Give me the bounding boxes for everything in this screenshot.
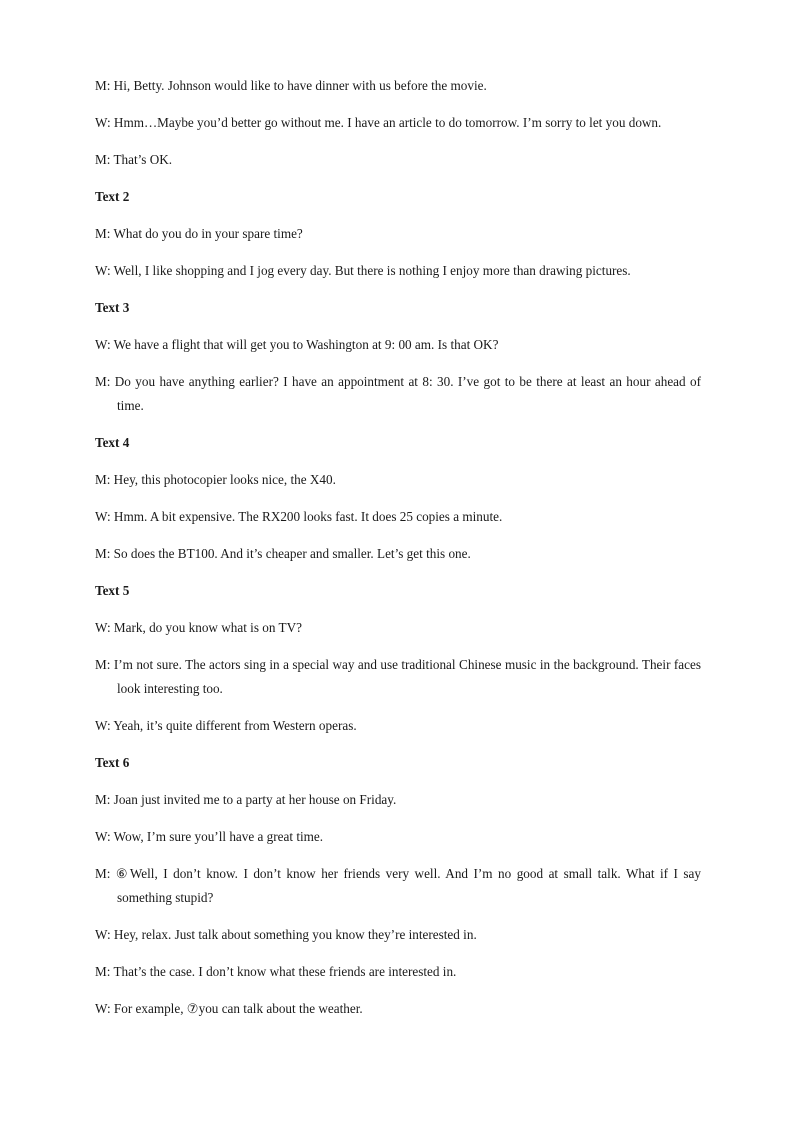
dialogue-line: W: For example, ⑦you can talk about the weather. (95, 1001, 363, 1016)
dialogue-line: W: Hmm…Maybe you’d better go without me. I have an article to do tomorrow. I’m sorry to let you down. (95, 115, 662, 130)
dialogue-line: W: Mark, do you know what is on TV? (95, 620, 302, 635)
dialogue-line: W: Yeah, it’s quite different from Western operas. (95, 718, 357, 733)
dialogue-line: M: I’m not sure. The actors sing in a special way and use traditional Chinese music in the background. Their faces look interesting too. (95, 657, 701, 696)
dialogue-line: W: Well, I like shopping and I jog every day. But there is nothing I enjoy more than drawing pictures. (95, 263, 631, 278)
dialogue-line: W: Wow, I’m sure you’ll have a great time. (95, 829, 324, 844)
dialogue-line: M: That’s the case. I don’t know what these friends are interested in. (95, 964, 457, 979)
dialogue-line: M: Hi, Betty. Johnson would like to have dinner with us before the movie. (95, 78, 487, 93)
dialogue-line: M: Hey, this photocopier looks nice, the X40. (95, 472, 336, 487)
dialogue-line: W: We have a flight that will get you to Washington at 9: 00 am. Is that OK? (95, 337, 499, 352)
dialogue-line: W: Hey, relax. Just talk about something you know they’re interested in. (95, 927, 477, 942)
dialogue-line: M: That’s OK. (95, 152, 173, 167)
dialogue-line: M: Do you have anything earlier? I have an appointment at 8: 30. I’ve got to be there at least an hour ahead of time. (95, 374, 701, 413)
section-heading: Text 4 (95, 435, 130, 450)
dialogue-line: W: Hmm. A bit expensive. The RX200 looks fast. It does 25 copies a minute. (95, 509, 503, 524)
document-page (95, 74, 701, 1034)
dialogue-line: M: ⑥Well, I don’t know. I don’t know her friends very well. And I’m no good at small talk. What if I say something stupid? (95, 866, 701, 905)
dialogue-line: M: Joan just invited me to a party at her house on Friday. (95, 792, 397, 807)
dialogue-line: M: So does the BT100. And it’s cheaper and smaller. Let’s get this one. (95, 546, 471, 561)
section-heading: Text 2 (95, 189, 130, 204)
section-heading: Text 3 (95, 300, 130, 315)
section-heading: Text 5 (95, 583, 130, 598)
section-heading: Text 6 (95, 755, 130, 770)
dialogue-line: M: What do you do in your spare time? (95, 226, 303, 241)
